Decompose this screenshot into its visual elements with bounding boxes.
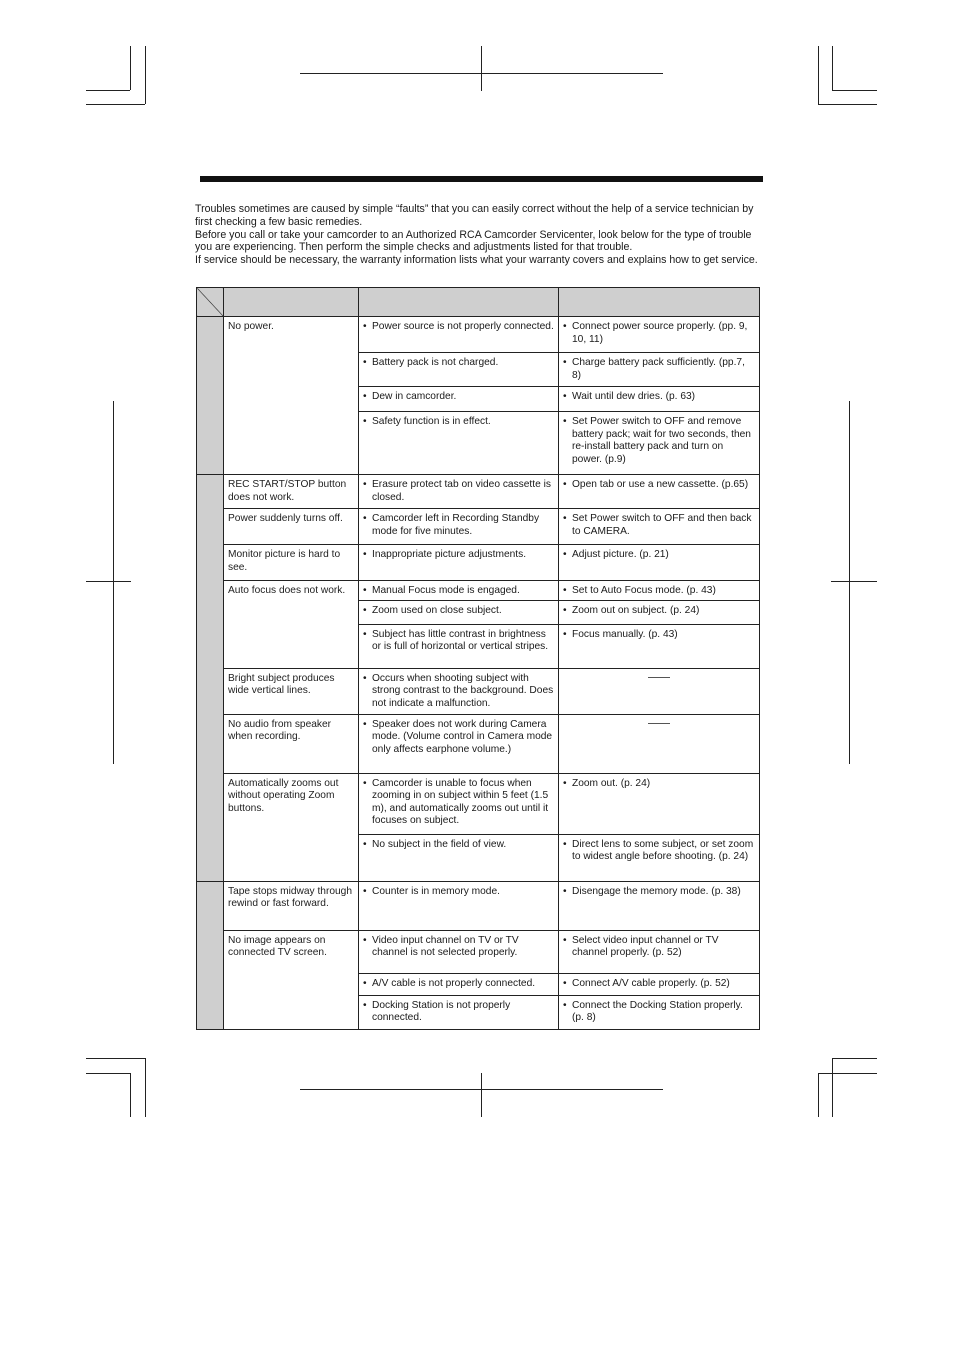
title-rule [200, 176, 763, 182]
remedy-cell [559, 773, 760, 834]
cause-cell [359, 668, 559, 714]
table-row [197, 881, 760, 930]
remedy-cell [559, 387, 760, 412]
cause-item-text: Battery pack is not charged. [372, 357, 499, 368]
intro-paragraph: Before you call or take your camcorder to an Authorized RCA Camcorder Servicenter, look below for the type of trouble you are experiencing. Then perform the simple checks and adjustments listed for that trouble. [195, 228, 752, 254]
header-corner-cell [197, 288, 224, 317]
cause-item-text: Video input channel on TV or TV channel is not selected properly. [372, 934, 519, 959]
cause-cell [359, 930, 559, 973]
cause-item [363, 479, 554, 504]
remedy-cell [559, 834, 760, 881]
bullet-icon: • [563, 549, 567, 560]
crop-mark [86, 1073, 130, 1074]
bullet-icon: • [563, 357, 567, 368]
remedy-item-text: Set Power switch to OFF and then back to CAMERA. [572, 513, 752, 537]
remedy-item-text: Set Power switch to OFF and remove battery pack; wait for two seconds, then re-install battery pack and turn on power. (p.9) [572, 416, 751, 465]
remedy-item-text: Focus manually. (p. 43) [572, 628, 678, 640]
cause-cell [359, 773, 559, 834]
remedy-item-text: Direct lens to some subject, or set zoom to widest angle before shooting. (p. 24) [572, 838, 754, 863]
remedy-item-text: Zoom out. (p. 24) [572, 777, 651, 789]
register-mark [481, 1073, 482, 1117]
bullet-icon: • [363, 885, 367, 897]
bullet-icon: • [563, 934, 567, 946]
remedy-item [563, 321, 755, 346]
crop-mark [130, 1073, 131, 1117]
no-remedy-dash [648, 723, 670, 724]
remedy-cell [559, 930, 760, 973]
bullet-icon: • [363, 838, 367, 850]
bullet-icon: • [563, 977, 567, 989]
crop-mark [145, 1058, 146, 1117]
intro-paragraph: If service should be necessary, the warranty information lists what your warranty covers and explains how to get service. [195, 254, 758, 267]
remedy-cell [559, 581, 760, 601]
remedy-item [563, 605, 755, 618]
symptom-cell: No power. [224, 317, 359, 475]
cause-item [363, 357, 554, 370]
table-row [197, 668, 760, 714]
bullet-icon: • [363, 718, 367, 730]
register-mark [86, 581, 131, 582]
cause-cell [359, 600, 559, 624]
table-row [197, 545, 760, 581]
remedy-cell [559, 509, 760, 545]
remedy-item [563, 549, 755, 562]
cause-item-text: Counter is in memory mode. [372, 885, 500, 897]
table-row [197, 930, 760, 973]
bullet-icon: • [563, 416, 567, 427]
cause-item [363, 391, 554, 404]
cause-cell [359, 581, 559, 601]
crop-mark [818, 46, 819, 104]
bullet-icon: • [363, 549, 367, 560]
table-row [197, 475, 760, 509]
bullet-icon: • [363, 416, 367, 427]
crop-mark [86, 90, 130, 91]
remedy-item [563, 778, 755, 791]
remedy-cell [559, 973, 760, 995]
cause-item-text: Safety function is in effect. [372, 416, 491, 427]
symptom-cell: No audio from speaker when recording. [224, 714, 359, 773]
register-mark [831, 581, 877, 582]
cause-item [363, 629, 554, 654]
remedy-item [563, 357, 755, 382]
cause-item-text: No subject in the field of view. [372, 838, 507, 850]
remedy-cell [559, 412, 760, 475]
bullet-icon: • [363, 934, 367, 946]
bullet-icon: • [563, 777, 567, 789]
crop-mark [832, 1058, 877, 1059]
crop-mark [86, 1058, 145, 1059]
crop-mark [818, 1073, 819, 1117]
bullet-icon: • [363, 977, 367, 989]
remedy-cell [559, 668, 760, 714]
table-row [197, 509, 760, 545]
cause-item-text: Zoom used on close subject. [372, 604, 502, 616]
symptom-cell: Bright subject produces wide vertical lines. [224, 668, 359, 714]
remedy-cell [559, 475, 760, 509]
remedy-item [563, 935, 755, 960]
remedy-item [563, 978, 755, 991]
remedy-item-text: Zoom out on subject. (p. 24) [572, 604, 700, 616]
register-mark [849, 401, 850, 764]
cause-cell [359, 475, 559, 509]
cause-cell [359, 624, 559, 668]
crop-mark [818, 104, 877, 105]
cause-item [363, 886, 554, 899]
remedy-cell [559, 624, 760, 668]
remedy-item [563, 513, 755, 538]
remedy-item-text: Open tab or use a new cassette. (p.65) [572, 479, 749, 490]
remedy-item [563, 585, 755, 598]
cause-item-text: Power source is not properly connected. [372, 321, 554, 332]
symptom-cell: Monitor picture is hard to see. [224, 545, 359, 581]
remedy-item-text: Select video input channel or TV channel properly. (p. 52) [572, 934, 719, 959]
bullet-icon: • [363, 479, 367, 490]
remedy-cell [559, 600, 760, 624]
remedy-item [563, 1000, 755, 1025]
troubleshooting-table [196, 287, 760, 1030]
cause-item [363, 605, 554, 618]
remedy-item [563, 629, 755, 642]
bullet-icon: • [563, 513, 567, 524]
symptom-cell: Tape stops midway through rewind or fast forward. [224, 881, 359, 930]
remedy-item-text: Connect A/V cable properly. (p. 52) [572, 977, 730, 989]
cause-cell [359, 387, 559, 412]
bullet-icon: • [563, 885, 567, 897]
remedy-cell [559, 353, 760, 387]
crop-mark [832, 1058, 833, 1117]
symptom-cell: Power suddenly turns off. [224, 509, 359, 545]
header-cell [359, 288, 559, 317]
crop-mark [130, 46, 131, 90]
intro-paragraph: Troubles sometimes are caused by simple “faults” that you can easily correct without the help of a service technician by first checking a few basic remedies. [195, 203, 754, 228]
cause-cell [359, 317, 559, 353]
cause-item-text: Docking Station is not properly connected. [372, 999, 511, 1024]
header-cell [559, 288, 760, 317]
table-row [197, 773, 760, 834]
table-row [197, 714, 760, 773]
remedy-cell [559, 881, 760, 930]
bullet-icon: • [563, 628, 567, 640]
header-cell [224, 288, 359, 317]
crop-mark [818, 1073, 877, 1074]
remedy-item-text: Disengage the memory mode. (p. 38) [572, 885, 741, 897]
remedy-cell [559, 995, 760, 1029]
crop-mark [832, 90, 877, 91]
remedy-item-text: Adjust picture. (p. 21) [572, 549, 669, 560]
cause-cell [359, 881, 559, 930]
remedy-item [563, 479, 755, 492]
symptom-cell: No image appears on connected TV screen. [224, 930, 359, 1029]
cause-item [363, 673, 554, 711]
cause-item-text: Subject has little contrast in brightness or is full of horizontal or vertical stripes. [372, 628, 549, 653]
register-mark [113, 401, 114, 764]
cause-item-text: Camcorder left in Recording Standby mode for five minutes. [372, 513, 540, 537]
cause-item [363, 513, 554, 538]
crop-mark [86, 104, 145, 105]
bullet-icon: • [363, 604, 367, 616]
bullet-icon: • [563, 999, 567, 1011]
bullet-icon: • [563, 604, 567, 616]
remedy-item-text: Connect the Docking Station properly. (p. 8) [572, 999, 743, 1024]
cause-item [363, 585, 554, 598]
cause-item [363, 416, 554, 429]
remedy-item [563, 886, 755, 899]
cause-cell [359, 545, 559, 581]
cause-cell [359, 714, 559, 773]
table-header-row [197, 288, 760, 317]
category-cell [197, 475, 224, 882]
remedy-item [563, 839, 755, 864]
symptom-cell: Auto focus does not work. [224, 581, 359, 669]
cause-cell [359, 509, 559, 545]
crop-mark [145, 46, 146, 104]
table-body [197, 317, 760, 1030]
cause-item [363, 778, 554, 828]
category-cell [197, 881, 224, 1029]
remedy-item-text: Connect power source properly. (pp. 9, 10, 11) [572, 321, 748, 345]
cause-item [363, 719, 554, 757]
remedy-item-text: Set to Auto Focus mode. (p. 43) [572, 585, 716, 596]
bullet-icon: • [363, 672, 367, 684]
crop-mark [832, 46, 833, 90]
bullet-icon: • [563, 321, 567, 332]
bullet-icon: • [363, 357, 367, 368]
cause-item-text: Camcorder is unable to focus when zooming in on subject within 5 feet (1.5 m), and automatically zooms out until it focuses on subject. [372, 777, 549, 827]
bullet-icon: • [563, 838, 567, 850]
remedy-item-text: Charge battery pack sufficiently. (pp.7, 8) [572, 357, 745, 381]
cause-cell [359, 834, 559, 881]
cause-cell [359, 412, 559, 475]
bullet-icon: • [563, 479, 567, 490]
cause-cell [359, 995, 559, 1029]
cause-cell [359, 973, 559, 995]
cause-item-text: Speaker does not work during Camera mode. (Volume control in Camera mode only affects earphone volume.) [372, 718, 553, 755]
cause-item [363, 1000, 554, 1025]
cause-item [363, 321, 554, 334]
bullet-icon: • [563, 585, 567, 596]
cause-item [363, 935, 554, 960]
cause-item-text: Erasure protect tab on video cassette is closed. [372, 479, 551, 503]
cause-item [363, 978, 554, 991]
intro-text [195, 203, 761, 267]
bullet-icon: • [363, 585, 367, 596]
bullet-icon: • [363, 777, 367, 789]
register-mark [481, 46, 482, 91]
cause-item [363, 549, 554, 562]
cause-item-text: Manual Focus mode is engaged. [372, 585, 520, 596]
table-row [197, 581, 760, 601]
no-remedy-dash [648, 677, 670, 678]
bullet-icon: • [363, 321, 367, 332]
symptom-cell: REC START/STOP button does not work. [224, 475, 359, 509]
cause-item-text: Dew in camcorder. [372, 391, 457, 402]
remedy-cell [559, 545, 760, 581]
bullet-icon: • [363, 999, 367, 1011]
remedy-cell [559, 317, 760, 353]
category-cell [197, 317, 224, 475]
bullet-icon: • [363, 513, 367, 524]
cause-item-text: Inappropriate picture adjustments. [372, 549, 527, 560]
bullet-icon: • [563, 391, 567, 402]
cause-item [363, 839, 554, 852]
remedy-item [563, 391, 755, 404]
cause-cell [359, 353, 559, 387]
cause-item-text: A/V cable is not properly connected. [372, 977, 536, 989]
remedy-cell [559, 714, 760, 773]
remedy-item [563, 416, 755, 466]
symptom-cell: Automatically zooms out without operating Zoom buttons. [224, 773, 359, 881]
table-row [197, 317, 760, 353]
bullet-icon: • [363, 628, 367, 640]
cause-item-text: Occurs when shooting subject with strong contrast to the background. Does not indicate a malfunction. [372, 672, 554, 709]
bullet-icon: • [363, 391, 367, 402]
remedy-item-text: Wait until dew dries. (p. 63) [572, 391, 696, 402]
